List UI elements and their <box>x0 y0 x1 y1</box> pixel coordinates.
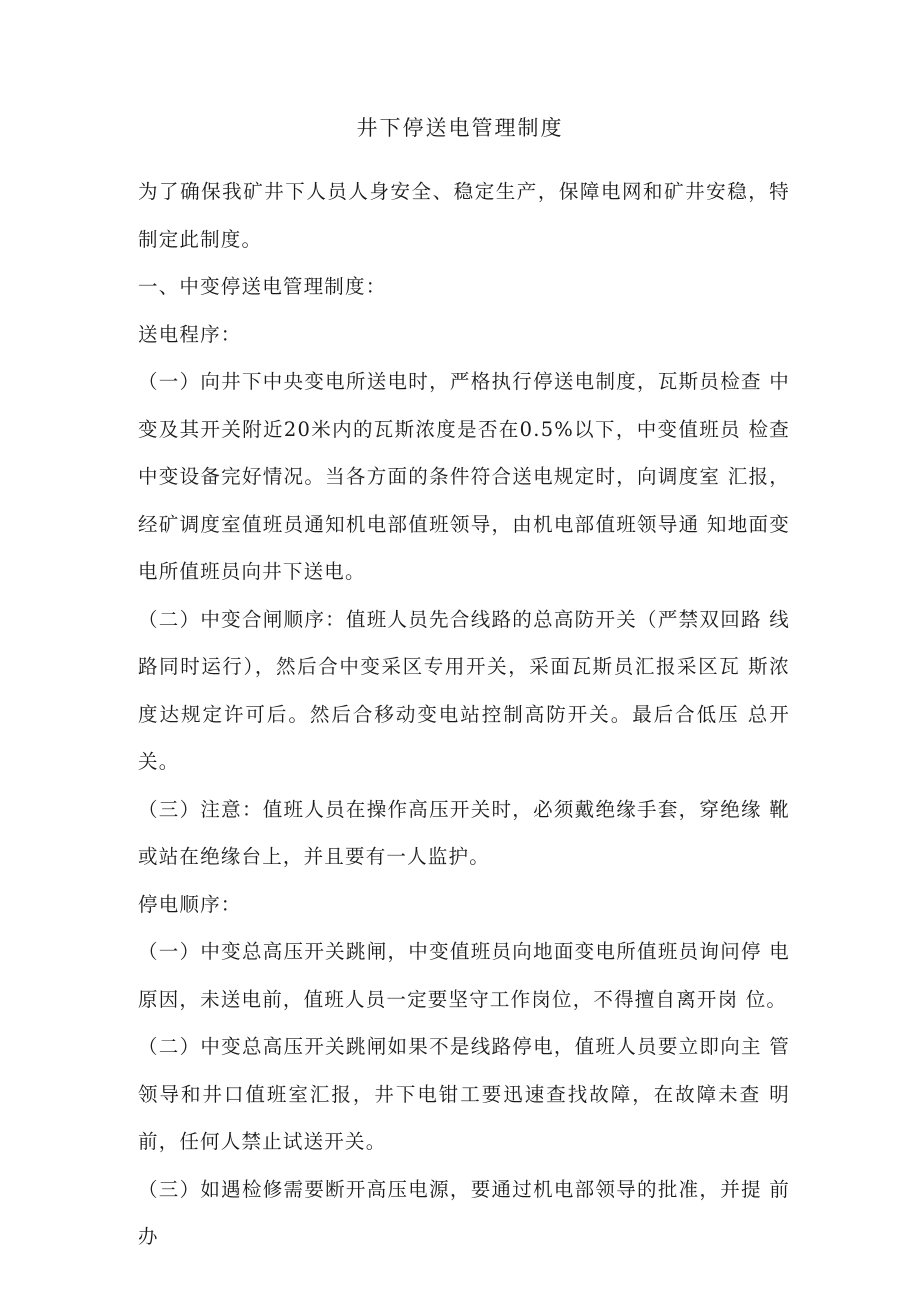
subheading-power-on: 送电程序： <box>138 322 242 346</box>
paragraph-power-off-3: （三）如遇检修需要断开高压电源，要通过机电部领导的批准，并提 前办 <box>138 1177 790 1248</box>
paragraph-power-on-2: （二）中变合闸顺序：值班人员先合线路的总高防开关（严禁双回路 线路同时运行），然后合中变采区专用开关，采面瓦斯员汇报采区瓦 斯浓度达规定许可后。然后合移动变电站控制高防开关。最后合低压 总开关。 <box>138 607 790 773</box>
paragraph-intro: 为了确保我矿井下人员人身安全、稳定生产，保障电网和矿井安稳，特制定此制度。 <box>138 180 790 251</box>
subheading-power-off: 停电顺序： <box>138 892 242 916</box>
paragraph-power-off-2: （二）中变总高压开关跳闸如果不是线路停电，值班人员要立即向主 管领导和井口值班室汇报，井下电钳工要迅速查找故障，在故障未查 明前，任何人禁止试送开关。 <box>138 1035 790 1153</box>
document-body <box>138 168 790 1261</box>
section-heading: 一、中变停送电管理制度： <box>138 275 387 298</box>
paragraph-power-off-1: （一）中变总高压开关跳闸，中变值班员向地面变电所值班员询问停 电原因，未送电前，值班人员一定要坚守工作岗位，不得擅自离开岗 位。 <box>138 940 790 1011</box>
document-title: 井下停送电管理制度 <box>356 116 564 140</box>
paragraph-power-on-1: （一）向井下中央变电所送电时，严格执行停送电制度，瓦斯员检查 中变及其开关附近20米内的瓦斯浓度是否在0.5%以下，中变值班员 检查中变设备完好情况。当各方面的条件符合送电规定时，向调度室 汇报，经矿调度室值班员通知机电部值班领导，由机电部值班领导通 知地面变电所值班员向井下送电。 <box>138 370 790 583</box>
paragraph-power-on-3: （三）注意：值班人员在操作高压开关时，必须戴绝缘手套，穿绝缘 靴或站在绝缘台上，并且要有一人监护。 <box>138 797 790 868</box>
